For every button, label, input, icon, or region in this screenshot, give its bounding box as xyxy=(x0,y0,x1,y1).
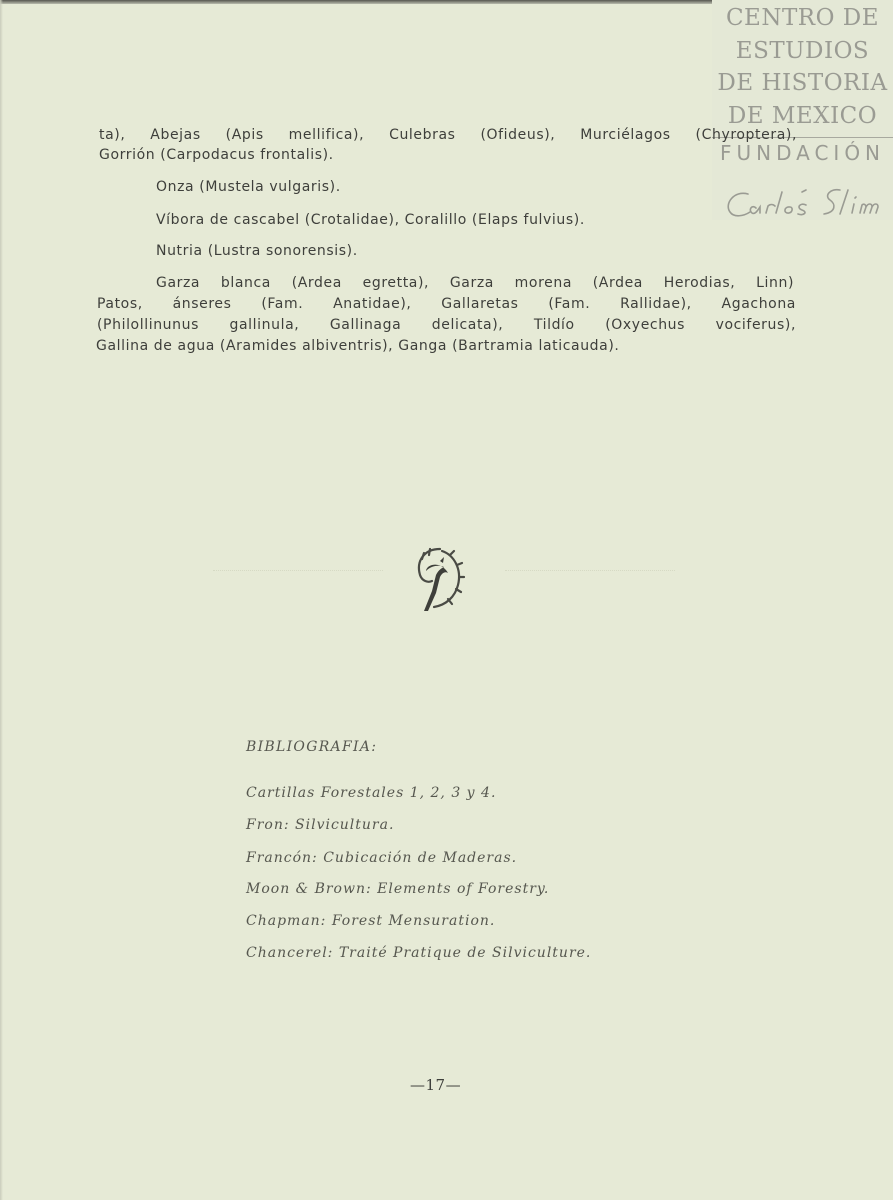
bibliography-entry: Chancerel: Traité Pratique de Silviculture. xyxy=(246,945,592,961)
bibliography-entry: Fron: Silvicultura. xyxy=(246,817,395,833)
body-line: Gallina de agua (Aramides albiventris), Ganga (Bartramia laticauda). xyxy=(96,338,620,354)
body-line: Patos, ánseres (Fam. Anatidae), Gallaretas (Fam. Rallidae), Agachona xyxy=(97,296,796,312)
bibliography-entry: Cartillas Forestales 1, 2, 3 y 4. xyxy=(246,785,497,801)
watermark-stamp xyxy=(712,0,893,220)
bibliography-entry: Moon & Brown: Elements of Forestry. xyxy=(246,881,550,897)
bibliography-entry: Francón: Cubicación de Maderas. xyxy=(246,850,518,866)
body-line: Nutria (Lustra sonorensis). xyxy=(156,243,358,259)
watermark-line: DE HISTORIA xyxy=(717,70,888,96)
body-line: ta), Abejas (Apis mellifica), Culebras (Ofideus), Murciélagos (Chyroptera), xyxy=(99,127,797,143)
bleed-through-mark xyxy=(213,570,383,572)
page-number: —17— xyxy=(410,1076,462,1094)
scan-left-edge xyxy=(0,0,3,1200)
deer-head-laurel-icon xyxy=(410,543,466,615)
body-line: (Philollinunus gallinula, Gallinaga delicata), Tildío (Oxyechus vociferus), xyxy=(97,317,796,333)
watermark-line: CENTRO DE xyxy=(725,5,880,31)
watermark-line: ESTUDIOS xyxy=(735,37,870,64)
bibliography-heading: BIBLIOGRAFIA: xyxy=(246,739,378,755)
body-line: Garza blanca (Ardea egretta), Garza morena (Ardea Herodias, Linn) xyxy=(156,275,794,291)
watermark-line: DE MEXICO xyxy=(727,102,878,129)
signature-icon xyxy=(720,182,890,226)
body-line: Onza (Mustela vulgaris). xyxy=(156,179,341,195)
bibliography-entry: Chapman: Forest Mensuration. xyxy=(246,913,496,929)
body-line: Víbora de cascabel (Crotalidae), Coralillo (Elaps fulvius). xyxy=(156,212,585,228)
bleed-through-mark xyxy=(505,570,675,572)
body-line: Gorrión (Carpodacus frontalis). xyxy=(99,147,334,163)
watermark-fundacion: FUNDACIÓN xyxy=(719,141,886,165)
